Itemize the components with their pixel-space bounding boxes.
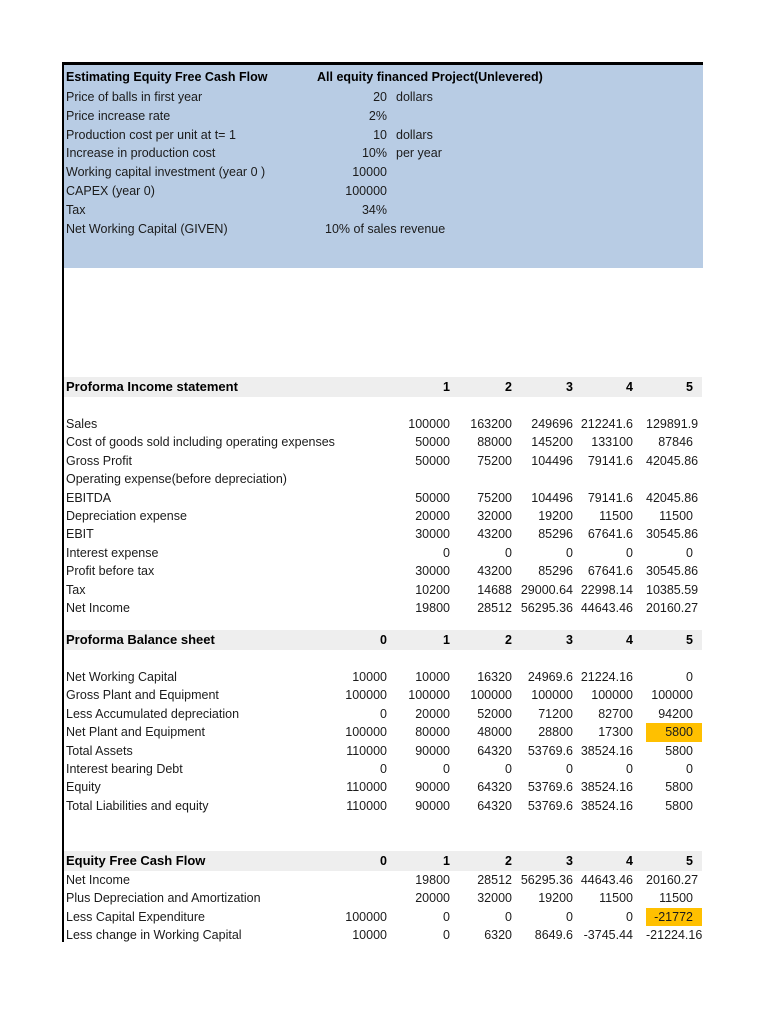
cell: 85296 — [538, 564, 573, 579]
row-label: EBIT — [66, 527, 94, 542]
assumption-row — [64, 220, 703, 239]
assumption-label: Production cost per unit at t= 1 — [66, 127, 236, 142]
balance-sheet-rows — [64, 668, 702, 815]
highlighted-cell: 5800 — [646, 723, 702, 741]
row-label: Equity — [66, 780, 101, 795]
table-row — [64, 797, 702, 815]
cell: 0 — [505, 545, 512, 560]
cell: 19800 — [415, 600, 450, 615]
assumption-row — [64, 88, 703, 107]
cell: 0 — [443, 761, 450, 776]
cell: 30000 — [415, 527, 450, 542]
cell: 104496 — [531, 453, 573, 468]
assumption-label: CAPEX (year 0) — [66, 183, 155, 198]
cell: 43200 — [477, 564, 512, 579]
col-header-3: 3 — [566, 380, 573, 394]
cell: -3745.44 — [583, 928, 633, 943]
assumption-unit: dollars — [396, 90, 433, 104]
project-type-title: All equity financed Project(Unlevered) — [317, 70, 543, 84]
row-label: Profit before tax — [66, 564, 155, 579]
cell: -21224.16 — [646, 928, 703, 943]
cell: 0 — [626, 545, 633, 560]
cell: 0 — [686, 545, 693, 560]
assumption-label: Increase in production cost — [66, 146, 216, 161]
col-header-0 — [325, 377, 390, 397]
cell: 0 — [566, 761, 573, 776]
col-header-4: 4 — [626, 854, 633, 868]
cell — [325, 525, 390, 543]
cell: 0 — [443, 545, 450, 560]
row-label: Plus Depreciation and Amortization — [66, 891, 261, 906]
cell: 19800 — [415, 873, 450, 887]
assumption-row — [64, 126, 703, 145]
cell: 100000 — [651, 688, 693, 703]
balance-sheet-header — [64, 630, 702, 650]
cell: 11500 — [659, 508, 693, 523]
table-row — [64, 889, 702, 907]
col-header-5: 5 — [686, 380, 693, 394]
assumption-unit — [390, 182, 703, 201]
cell: 38524.16 — [580, 798, 633, 813]
assumption-row — [64, 182, 703, 201]
cell: 50000 — [415, 453, 450, 468]
cell: 28512 — [477, 873, 512, 887]
cell: 5800 — [665, 798, 693, 813]
col-header-3: 3 — [566, 633, 573, 647]
cell — [325, 507, 390, 525]
cell: 38524.16 — [580, 743, 633, 758]
assumption-unit: dollars — [396, 127, 433, 142]
cell: 212241.6 — [580, 417, 633, 431]
cell: 53769.6 — [527, 798, 573, 813]
cell: 67641.6 — [587, 564, 633, 579]
cell: 11500 — [599, 508, 633, 523]
table-row — [64, 507, 702, 525]
table-row — [64, 599, 702, 617]
equity-fcf-section — [64, 851, 702, 945]
assumption-row — [64, 163, 703, 182]
cell: 11500 — [599, 891, 633, 906]
cell: 100000 — [591, 688, 633, 703]
cell: 10200 — [415, 582, 450, 597]
cell: 30000 — [415, 564, 450, 579]
cell: 75200 — [477, 490, 512, 505]
cell: 67641.6 — [587, 527, 633, 542]
cell: 100000 — [345, 688, 387, 703]
col-header-1: 1 — [443, 380, 450, 394]
cell: 21224.16 — [580, 670, 633, 684]
cell: 10000 — [352, 670, 387, 684]
cell — [325, 470, 390, 488]
col-header-5: 5 — [686, 633, 693, 647]
cell: 110000 — [346, 798, 387, 813]
assumption-row — [64, 144, 703, 163]
assumptions-title-row — [64, 65, 703, 88]
cell — [514, 470, 576, 488]
cell: 30545.86 — [646, 527, 699, 542]
cell: 30545.86 — [646, 564, 699, 579]
col-header-2: 2 — [505, 633, 512, 647]
row-label: Total Liabilities and equity — [66, 798, 209, 813]
cell: 29000.64 — [520, 582, 573, 597]
cell: 104496 — [531, 490, 573, 505]
cell: 6320 — [484, 928, 512, 943]
row-label: Interest expense — [66, 545, 159, 560]
cell: 19200 — [538, 891, 573, 906]
cell — [325, 889, 390, 907]
assumption-label: Price of balls in first year — [66, 90, 203, 104]
income-statement-rows — [64, 415, 702, 617]
cell: 0 — [566, 909, 573, 924]
col-header-2: 2 — [505, 380, 512, 394]
col-header-4: 4 — [626, 380, 633, 394]
col-header-4: 4 — [626, 633, 633, 647]
assumption-unit: per year — [396, 146, 442, 161]
table-row — [64, 544, 702, 562]
cell: 10385.59 — [646, 582, 699, 597]
row-label: Depreciation expense — [66, 508, 187, 523]
row-label: Net Plant and Equipment — [66, 725, 205, 740]
cell: 28512 — [477, 600, 512, 615]
cell: 85296 — [538, 527, 573, 542]
cell: 19200 — [538, 508, 573, 523]
table-row — [64, 562, 702, 580]
cell: 129891.9 — [646, 417, 699, 431]
section-title: Equity Free Cash Flow — [66, 853, 206, 868]
assumption-label: Working capital investment (year 0 ) — [66, 165, 266, 180]
cell: 20000 — [415, 706, 450, 721]
table-row — [64, 926, 702, 944]
assumption-unit — [390, 201, 703, 220]
cell: 5800 — [665, 780, 693, 795]
cell: 249696 — [531, 417, 573, 431]
cell: 16320 — [477, 670, 512, 684]
section-title: Proforma Income statement — [66, 379, 238, 394]
cell: 100000 — [408, 417, 450, 431]
row-label: Interest bearing Debt — [66, 761, 183, 776]
cell: 0 — [380, 706, 387, 721]
income-statement-section — [64, 377, 702, 617]
table-row — [64, 908, 702, 926]
section-title: Proforma Balance sheet — [66, 632, 215, 647]
cell: 100000 — [345, 725, 387, 740]
cell: 75200 — [477, 453, 512, 468]
table-row — [64, 760, 702, 778]
cell: 20000 — [415, 508, 450, 523]
table-row — [64, 433, 702, 451]
col-header-1: 1 — [443, 633, 450, 647]
row-label: Operating expense(before depreciation) — [66, 472, 287, 487]
table-row — [64, 686, 702, 704]
cell: 20000 — [415, 891, 450, 906]
cell: 80000 — [415, 725, 450, 740]
cell — [325, 452, 390, 470]
assumption-unit — [390, 107, 703, 126]
cell: 90000 — [415, 780, 450, 795]
assumption-value: 2% — [368, 108, 387, 123]
cell — [325, 544, 390, 562]
col-header-1: 1 — [443, 854, 450, 868]
cell: 110000 — [346, 780, 387, 795]
cell: 0 — [686, 761, 693, 776]
col-header-2: 2 — [505, 854, 512, 868]
table-row — [64, 723, 702, 741]
cell: 44643.46 — [580, 600, 633, 615]
assumption-value: 10000 — [352, 165, 387, 180]
cell: 163200 — [470, 417, 512, 431]
table-row — [64, 705, 702, 723]
row-label: Less Capital Expenditure — [66, 909, 205, 924]
cell: 53769.6 — [527, 780, 573, 795]
cell: 64320 — [477, 780, 512, 795]
cell: 50000 — [415, 490, 450, 505]
cell — [325, 562, 390, 580]
cell: 24969.6 — [527, 670, 573, 684]
assumption-value: 100000 — [345, 183, 387, 198]
cell — [325, 433, 390, 451]
assumption-value: 10% of sales revenue — [325, 221, 446, 236]
cell: 0 — [505, 909, 512, 924]
cell: 133100 — [591, 435, 633, 450]
assumption-row — [64, 107, 703, 126]
cell: 0 — [443, 909, 450, 924]
cell: 87846 — [658, 435, 693, 450]
assumption-label: Net Working Capital (GIVEN) — [66, 221, 228, 236]
cell: 42045.86 — [646, 453, 699, 468]
equity-fcf-rows — [64, 871, 702, 945]
cell: 88000 — [477, 435, 512, 450]
table-row — [64, 452, 702, 470]
cell: 0 — [686, 670, 693, 684]
equity-fcf-header — [64, 851, 702, 871]
balance-sheet-section — [64, 630, 702, 815]
cell: 17300 — [598, 725, 633, 740]
cell: 0 — [566, 545, 573, 560]
cell: 0 — [443, 928, 450, 943]
row-label: Cost of goods sold including operating expenses — [66, 435, 335, 450]
cell: 52000 — [477, 706, 512, 721]
assumption-label: Price increase rate — [66, 108, 171, 123]
income-statement-header — [64, 377, 702, 397]
cell: 100000 — [345, 909, 387, 924]
cell: 90000 — [415, 743, 450, 758]
cell: 5800 — [665, 743, 693, 758]
assumptions-title: Estimating Equity Free Cash Flow — [66, 70, 268, 84]
cell: 32000 — [477, 891, 512, 906]
row-label: Less Accumulated depreciation — [66, 706, 240, 721]
cell: 64320 — [477, 743, 512, 758]
row-label: Sales — [66, 417, 98, 431]
col-header-3: 3 — [566, 854, 573, 868]
cell: 110000 — [346, 743, 387, 758]
cell: 79141.6 — [587, 453, 633, 468]
cell: 48000 — [477, 725, 512, 740]
table-row — [64, 668, 702, 686]
cell — [325, 599, 390, 617]
col-header-5: 5 — [686, 854, 693, 868]
cell — [325, 581, 390, 599]
cell: 22998.14 — [580, 582, 633, 597]
row-label: Less change in Working Capital — [66, 928, 242, 943]
cell: 20160.27 — [646, 873, 699, 887]
cell: 0 — [505, 761, 512, 776]
cell: 79141.6 — [587, 490, 633, 505]
row-label: Net Working Capital — [66, 670, 177, 684]
row-label: EBITDA — [66, 490, 112, 505]
cell: 32000 — [477, 508, 512, 523]
assumption-unit — [390, 163, 703, 182]
table-row — [64, 415, 702, 433]
cell: 10000 — [415, 670, 450, 684]
cell — [390, 470, 452, 488]
assumption-value: 10% — [361, 146, 387, 161]
row-label: Net Income — [66, 873, 130, 887]
cell: 0 — [626, 761, 633, 776]
cell: 42045.86 — [646, 490, 699, 505]
cell: 43200 — [477, 527, 512, 542]
cell: 11500 — [659, 891, 693, 906]
assumption-row — [64, 201, 703, 220]
assumptions-box — [64, 65, 703, 268]
cell: 145200 — [531, 435, 573, 450]
cell — [325, 415, 390, 433]
cell — [576, 470, 646, 488]
cell: 56295.36 — [520, 873, 573, 887]
col-header-0: 0 — [380, 854, 387, 868]
cell: 90000 — [415, 798, 450, 813]
row-label: Total Assets — [66, 743, 133, 758]
row-label: Net Income — [66, 600, 130, 615]
table-row — [64, 581, 702, 599]
table-row — [64, 778, 702, 796]
table-row — [64, 871, 702, 889]
row-label: Gross Profit — [66, 453, 132, 468]
row-label: Gross Plant and Equipment — [66, 688, 219, 703]
cell: 14688 — [477, 582, 512, 597]
cell: 44643.46 — [580, 873, 633, 887]
cell: 82700 — [598, 706, 633, 721]
cell: 50000 — [415, 435, 450, 450]
row-label: Tax — [66, 582, 86, 597]
cell: 53769.6 — [527, 743, 573, 758]
assumption-value: 20 — [373, 90, 387, 104]
cell: 38524.16 — [580, 780, 633, 795]
cell: 0 — [380, 761, 387, 776]
cell: 10000 — [352, 928, 387, 943]
cell — [452, 470, 514, 488]
cell: 64320 — [477, 798, 512, 813]
assumption-label: Tax — [66, 202, 86, 217]
assumption-value: 34% — [361, 202, 387, 217]
col-header-0: 0 — [380, 633, 387, 647]
assumptions-rows — [64, 88, 703, 238]
highlighted-cell: -21772 — [646, 908, 702, 926]
cell: 56295.36 — [520, 600, 573, 615]
cell: 8649.6 — [534, 928, 573, 943]
assumption-value: 10 — [373, 127, 387, 142]
cell: 71200 — [538, 706, 573, 721]
cell: 94200 — [658, 706, 693, 721]
cell — [325, 489, 390, 507]
cell — [646, 470, 702, 488]
table-row — [64, 742, 702, 760]
table-row — [64, 470, 702, 488]
cell: 20160.27 — [646, 600, 699, 615]
cell — [325, 871, 390, 889]
table-row — [64, 525, 702, 543]
cell: 100000 — [531, 688, 573, 703]
cell: 0 — [626, 909, 633, 924]
cell: 100000 — [408, 688, 450, 703]
table-row — [64, 489, 702, 507]
cell: 100000 — [470, 688, 512, 703]
cell: 28800 — [538, 725, 573, 740]
